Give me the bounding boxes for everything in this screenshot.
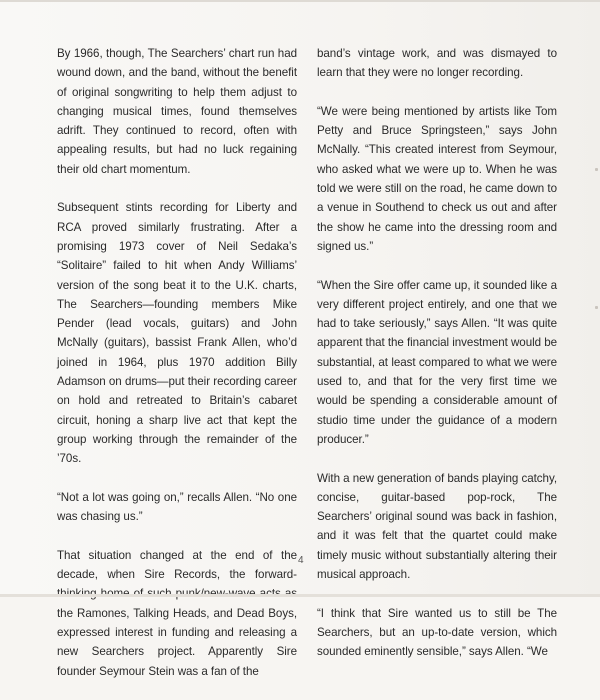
paragraph: With a new generation of bands playing catchy, concise, guitar-based pop-rock, The Searchers’ original sound was back in fashion, and it was felt that the quartet could make timely music without substantially altering their musical approach. (317, 471, 557, 582)
scan-mark (595, 306, 598, 309)
paragraph: band’s vintage work, and was dismayed to learn that they were no longer recording. (317, 47, 557, 80)
paragraph: “We were being mentioned by artists like Tom Petty and Bruce Springsteen,” says John McNally. “This created interest from Seymour, who asked what we were up to. When he was told we were still on the road, he came down to a venue in Southend to check us out and after the show he came into the dressing room and signed us.” (317, 104, 557, 253)
paragraph: “Not a lot was going on,” recalls Allen. “No one was chasing us.” (57, 490, 297, 524)
scan-mark (595, 168, 598, 171)
paragraph: That situation changed at the end of the decade, when Sire Records, the forward- the Ramones, Talking Heads, and Dead Boys, expressed interest in funding and releasing a new Searchers project. Apparently Sire founder Seymour Stein was a fan of the (57, 548, 297, 678)
right-column (317, 44, 557, 681)
left-column (57, 44, 297, 700)
paragraph: “I think that Sire wanted us to still be The Searchers, but an up-to-date version, which sounded eminently sensible,” says Allen. “We (317, 606, 557, 659)
page-number: 4 (298, 555, 304, 566)
paragraph: “When the Sire offer came up, it sounded like a very different project entirely, and one that we had to take seriously,” says Allen. “It was quite apparent that the financial investment would be substantial, at least compared to what we were used to, and that for the very first time we would be spending a considerable amount of studio time under the guidance of a modern producer.” (317, 278, 557, 446)
paragraph: Subsequent stints recording for Liberty and RCA proved similarly frustrating. After a promising 1973 cover of Neil Sedaka’s “Solitaire” failed to hit when Andy Williams’ version of the song beat it to the U.K. charts, The Searchers—founding members Mike Pender (lead vocals, guitars) and John McNally (guitars), bassist Frank Allen, who’d joined in 1964, plus 1970 addition Billy Adamson on drums—put their recording career on hold and retreated to Britain’s cabaret circuit, honing a sharp live act that kept the group working through the remainder of the ’70s. (57, 201, 297, 466)
page-top-edge (0, 0, 600, 2)
paragraph: By 1966, though, The Searchers’ chart run had wound down, and the band, without the benefit of original songwriting to help them adjust to changing musical times, found themselves adrift. They continued to record, often with appealing results, but had no luck regaining their old chart momentum. (57, 47, 297, 176)
